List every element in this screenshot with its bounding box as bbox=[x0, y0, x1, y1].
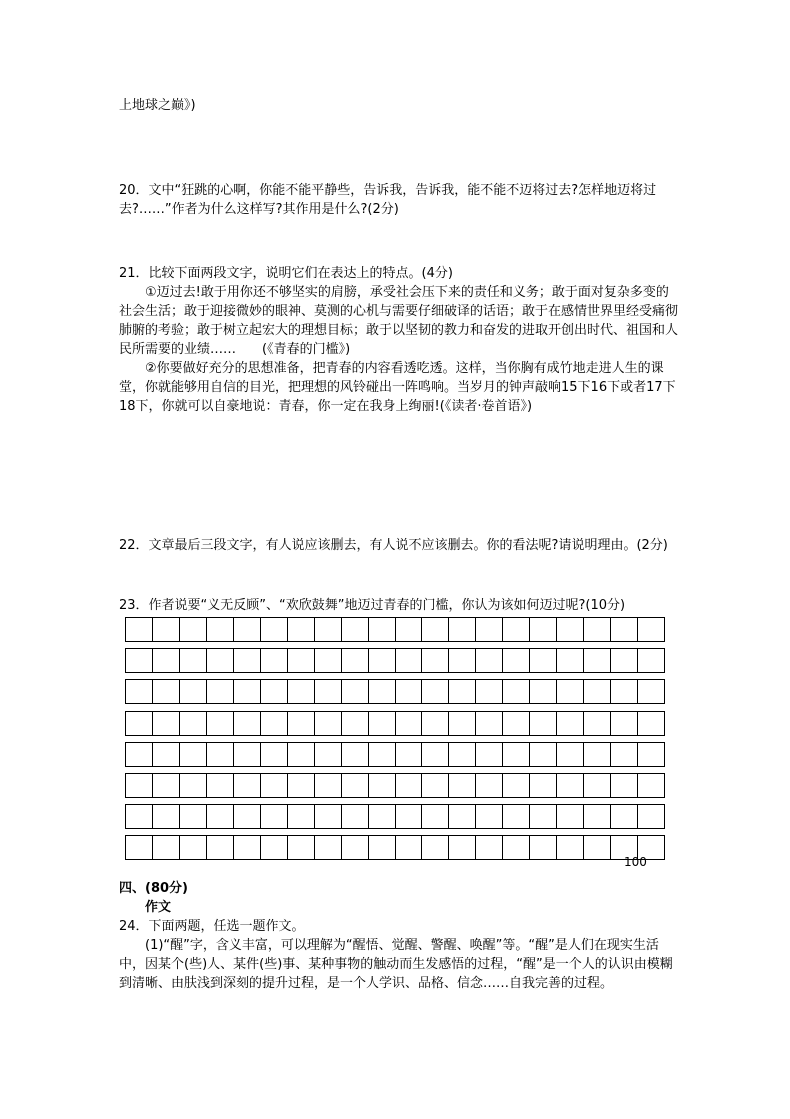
grid-cell[interactable] bbox=[126, 618, 153, 641]
grid-cell[interactable] bbox=[180, 618, 207, 641]
grid-cell[interactable] bbox=[557, 836, 584, 859]
q22-text: 22．文章最后三段文字，有人说应该删去，有人说不应该删去。你的看法呢?请说明理由。(2分) bbox=[119, 538, 668, 553]
grid-cell[interactable] bbox=[557, 743, 584, 766]
grid-cell[interactable] bbox=[126, 680, 153, 703]
grid-cell[interactable] bbox=[342, 774, 369, 797]
grid-cell[interactable] bbox=[369, 805, 396, 828]
grid-cell[interactable] bbox=[422, 836, 449, 859]
grid-cell[interactable] bbox=[584, 743, 611, 766]
grid-cell[interactable] bbox=[557, 649, 584, 672]
grid-cell[interactable] bbox=[422, 649, 449, 672]
passage-fragment bbox=[119, 96, 679, 115]
grid-cell[interactable] bbox=[234, 743, 261, 766]
grid-cell[interactable] bbox=[153, 649, 180, 672]
grid-row bbox=[125, 773, 665, 798]
grid-cell[interactable] bbox=[638, 618, 664, 641]
grid-cell[interactable] bbox=[530, 680, 557, 703]
grid-cell[interactable] bbox=[611, 712, 638, 735]
grid-cell[interactable] bbox=[611, 805, 638, 828]
grid-cell[interactable] bbox=[476, 805, 503, 828]
grid-cell[interactable] bbox=[288, 649, 315, 672]
grid-cell[interactable] bbox=[503, 618, 530, 641]
grid-cell[interactable] bbox=[584, 649, 611, 672]
grid-cell[interactable] bbox=[503, 649, 530, 672]
grid-cell[interactable] bbox=[476, 649, 503, 672]
grid-cell[interactable] bbox=[207, 680, 234, 703]
grid-cell[interactable] bbox=[315, 680, 342, 703]
grid-cell[interactable] bbox=[396, 743, 423, 766]
grid-cell[interactable] bbox=[288, 774, 315, 797]
grid-cell[interactable] bbox=[638, 805, 664, 828]
grid-cell[interactable] bbox=[503, 836, 530, 859]
grid-cell[interactable] bbox=[207, 743, 234, 766]
grid-cell[interactable] bbox=[180, 774, 207, 797]
grid-cell[interactable] bbox=[180, 743, 207, 766]
grid-cell[interactable] bbox=[557, 805, 584, 828]
grid-cell[interactable] bbox=[369, 649, 396, 672]
grid-cell[interactable] bbox=[449, 712, 476, 735]
grid-cell[interactable] bbox=[153, 774, 180, 797]
section-4-subheading: 作文 bbox=[145, 900, 172, 915]
grid-cell[interactable] bbox=[315, 805, 342, 828]
grid-cell[interactable] bbox=[638, 649, 664, 672]
grid-cell[interactable] bbox=[396, 836, 423, 859]
grid-cell[interactable] bbox=[530, 618, 557, 641]
grid-row bbox=[125, 804, 665, 829]
grid-cell[interactable] bbox=[449, 805, 476, 828]
grid-cell[interactable] bbox=[503, 712, 530, 735]
grid-cell[interactable] bbox=[557, 680, 584, 703]
grid-cell[interactable] bbox=[153, 743, 180, 766]
grid-row bbox=[125, 617, 665, 642]
grid-cell[interactable] bbox=[342, 649, 369, 672]
grid-cell[interactable] bbox=[261, 774, 288, 797]
grid-cell[interactable] bbox=[557, 774, 584, 797]
grid-cell[interactable] bbox=[342, 618, 369, 641]
grid-cell[interactable] bbox=[261, 836, 288, 859]
grid-cell[interactable] bbox=[449, 618, 476, 641]
grid-cell[interactable] bbox=[449, 680, 476, 703]
grid-cell[interactable] bbox=[126, 774, 153, 797]
grid-cell[interactable] bbox=[449, 649, 476, 672]
grid-cell[interactable] bbox=[126, 649, 153, 672]
grid-cell[interactable] bbox=[369, 712, 396, 735]
grid-cell[interactable] bbox=[288, 618, 315, 641]
grid-cell[interactable] bbox=[342, 712, 369, 735]
grid-cell[interactable] bbox=[180, 836, 207, 859]
grid-cell[interactable] bbox=[315, 649, 342, 672]
grid-cell[interactable] bbox=[638, 774, 664, 797]
grid-cell[interactable] bbox=[261, 743, 288, 766]
grid-cell[interactable] bbox=[449, 743, 476, 766]
grid-cell[interactable] bbox=[611, 680, 638, 703]
grid-cell[interactable] bbox=[396, 649, 423, 672]
grid-cell[interactable] bbox=[449, 774, 476, 797]
grid-cell[interactable] bbox=[180, 805, 207, 828]
grid-cell[interactable] bbox=[288, 836, 315, 859]
grid-cell[interactable] bbox=[638, 743, 664, 766]
grid-cell[interactable] bbox=[315, 836, 342, 859]
grid-cell[interactable] bbox=[369, 836, 396, 859]
grid-cell[interactable] bbox=[342, 805, 369, 828]
grid-cell[interactable] bbox=[369, 618, 396, 641]
section-4-heading: 四、(80分) bbox=[119, 881, 188, 896]
grid-cell[interactable] bbox=[153, 712, 180, 735]
grid-row bbox=[125, 711, 665, 736]
grid-cell[interactable] bbox=[530, 712, 557, 735]
grid-cell[interactable] bbox=[234, 618, 261, 641]
grid-cell[interactable] bbox=[207, 836, 234, 859]
grid-cell[interactable] bbox=[369, 680, 396, 703]
grid-cell[interactable] bbox=[207, 712, 234, 735]
grid-cell[interactable] bbox=[126, 712, 153, 735]
grid-cell[interactable] bbox=[530, 805, 557, 828]
grid-cell[interactable] bbox=[153, 836, 180, 859]
grid-cell[interactable] bbox=[584, 680, 611, 703]
grid-cell[interactable] bbox=[422, 805, 449, 828]
grid-cell[interactable] bbox=[530, 649, 557, 672]
grid-cell[interactable] bbox=[422, 712, 449, 735]
grid-cell[interactable] bbox=[126, 836, 153, 859]
grid-cell[interactable] bbox=[207, 805, 234, 828]
grid-cell[interactable] bbox=[126, 743, 153, 766]
grid-cell[interactable] bbox=[180, 712, 207, 735]
grid-cell[interactable] bbox=[422, 774, 449, 797]
grid-cell[interactable] bbox=[288, 712, 315, 735]
q21-passage-2: ②你要做好充分的思想准备，把青春的内容看透吃透。这样，当你胸有成竹地走进人生的课堂，你就能够用自信的目光，把理想的风铃碰出一阵鸣响。当岁月的钟声敲响15下16下或者17下18下，你就可以自豪地说：青春，你一定在我身上绚丽!(《读者·卷首语》) bbox=[119, 361, 676, 414]
grid-cell[interactable] bbox=[207, 649, 234, 672]
fragment-text: 上地球之巅》) bbox=[119, 98, 196, 113]
q23-prompt: 23．作者说要“义无反顾”、“欢欣鼓舞”地迈过青春的门槛，你认为该如何迈过呢?(10分) bbox=[119, 598, 626, 613]
grid-cell[interactable] bbox=[476, 712, 503, 735]
grid-cell[interactable] bbox=[396, 680, 423, 703]
grid-cell[interactable] bbox=[153, 680, 180, 703]
grid-cell[interactable] bbox=[584, 774, 611, 797]
grid-cell[interactable] bbox=[180, 680, 207, 703]
grid-cell[interactable] bbox=[422, 680, 449, 703]
grid-cell[interactable] bbox=[530, 774, 557, 797]
grid-cell[interactable] bbox=[476, 774, 503, 797]
grid-cell[interactable] bbox=[476, 680, 503, 703]
grid-cell[interactable] bbox=[584, 836, 611, 859]
question-21 bbox=[119, 264, 679, 416]
grid-cell[interactable] bbox=[611, 649, 638, 672]
grid-cell[interactable] bbox=[422, 618, 449, 641]
grid-cell[interactable] bbox=[234, 712, 261, 735]
grid-cell[interactable] bbox=[611, 774, 638, 797]
grid-cell[interactable] bbox=[449, 836, 476, 859]
grid-cell[interactable] bbox=[584, 618, 611, 641]
grid-cell[interactable] bbox=[611, 743, 638, 766]
grid-cell[interactable] bbox=[234, 649, 261, 672]
grid-cell[interactable] bbox=[153, 618, 180, 641]
grid-cell[interactable] bbox=[530, 836, 557, 859]
grid-cell[interactable] bbox=[396, 618, 423, 641]
question-22 bbox=[119, 536, 679, 555]
q20-text: 20．文中“狂跳的心啊，你能不能平静些，告诉我，告诉我，能不能不迈将过去?怎样地迈将过去?……”作者为什么这样写?其作用是什么?(2分) bbox=[119, 183, 657, 217]
question-23 bbox=[119, 596, 689, 615]
grid-cell[interactable] bbox=[315, 774, 342, 797]
grid-cell[interactable] bbox=[153, 805, 180, 828]
grid-cell[interactable] bbox=[126, 805, 153, 828]
grid-cell[interactable] bbox=[261, 649, 288, 672]
grid-cell[interactable] bbox=[476, 836, 503, 859]
grid-cell[interactable] bbox=[207, 774, 234, 797]
grid-cell[interactable] bbox=[234, 680, 261, 703]
grid-row bbox=[125, 679, 665, 704]
grid-cell[interactable] bbox=[261, 680, 288, 703]
grid-row bbox=[125, 835, 665, 860]
grid-cell[interactable] bbox=[261, 712, 288, 735]
grid-cell[interactable] bbox=[342, 836, 369, 859]
grid-cell[interactable] bbox=[503, 743, 530, 766]
grid-cell[interactable] bbox=[234, 805, 261, 828]
q21-passage-1: ①迈过去!敢于用你还不够坚实的肩膀，承受社会压下来的责任和义务；敢于面对复杂多变的社会生活；敢于迎接微妙的眼神、莫测的心机与需要仔细破译的话语；敢于在感情世界里经受痛彻肺腑的考验；敢于树立起宏大的理想目标；敢于以坚韧的教力和奋发的进取开创出时代、祖国和人民所需要的业绩…… (《青春的门槛》) bbox=[119, 285, 679, 357]
grid-cell[interactable] bbox=[369, 774, 396, 797]
grid-cell[interactable] bbox=[369, 743, 396, 766]
grid-cell[interactable] bbox=[288, 680, 315, 703]
grid-cell[interactable] bbox=[234, 774, 261, 797]
grid-cell[interactable] bbox=[503, 774, 530, 797]
grid-cell[interactable] bbox=[315, 618, 342, 641]
word-count-mark: 100 bbox=[624, 855, 647, 869]
grid-cell[interactable] bbox=[396, 805, 423, 828]
grid-cell[interactable] bbox=[503, 680, 530, 703]
grid-cell[interactable] bbox=[530, 743, 557, 766]
grid-cell[interactable] bbox=[422, 743, 449, 766]
grid-cell[interactable] bbox=[288, 805, 315, 828]
grid-cell[interactable] bbox=[396, 712, 423, 735]
grid-cell[interactable] bbox=[396, 774, 423, 797]
grid-row bbox=[125, 742, 665, 767]
q21-prompt: 21．比较下面两段文字，说明它们在表达上的特点。(4分) bbox=[119, 266, 453, 281]
grid-cell[interactable] bbox=[557, 712, 584, 735]
grid-cell[interactable] bbox=[611, 618, 638, 641]
grid-cell[interactable] bbox=[261, 805, 288, 828]
grid-cell[interactable] bbox=[476, 743, 503, 766]
grid-row bbox=[125, 648, 665, 673]
section-4 bbox=[119, 879, 679, 993]
grid-cell[interactable] bbox=[342, 743, 369, 766]
grid-cell[interactable] bbox=[584, 712, 611, 735]
grid-cell[interactable] bbox=[638, 712, 664, 735]
grid-cell[interactable] bbox=[584, 805, 611, 828]
grid-cell[interactable] bbox=[207, 618, 234, 641]
grid-cell[interactable] bbox=[315, 743, 342, 766]
grid-cell[interactable] bbox=[288, 743, 315, 766]
grid-cell[interactable] bbox=[342, 680, 369, 703]
grid-cell[interactable] bbox=[638, 680, 664, 703]
q24-prompt: 24．下面两题，任选一题作文。 bbox=[119, 919, 305, 934]
question-20 bbox=[119, 181, 679, 219]
grid-cell[interactable] bbox=[180, 649, 207, 672]
q24-option-1: (1)“醒”字，含义丰富，可以理解为“醒悟、觉醒、警醒、唤醒”等。“醒”是人们在现实生活中，因某个(些)人、某件(些)事、某种事物的触动而生发感悟的过程，“醒”是一个人的认识由模糊到清晰、由肤浅到深刻的提升过程，是一个人学识、品格、信念……自我完善的过程。 bbox=[119, 938, 673, 991]
grid-cell[interactable] bbox=[557, 618, 584, 641]
grid-cell[interactable] bbox=[234, 836, 261, 859]
grid-cell[interactable] bbox=[503, 805, 530, 828]
grid-cell[interactable] bbox=[261, 618, 288, 641]
grid-cell[interactable] bbox=[476, 618, 503, 641]
grid-cell[interactable] bbox=[315, 712, 342, 735]
